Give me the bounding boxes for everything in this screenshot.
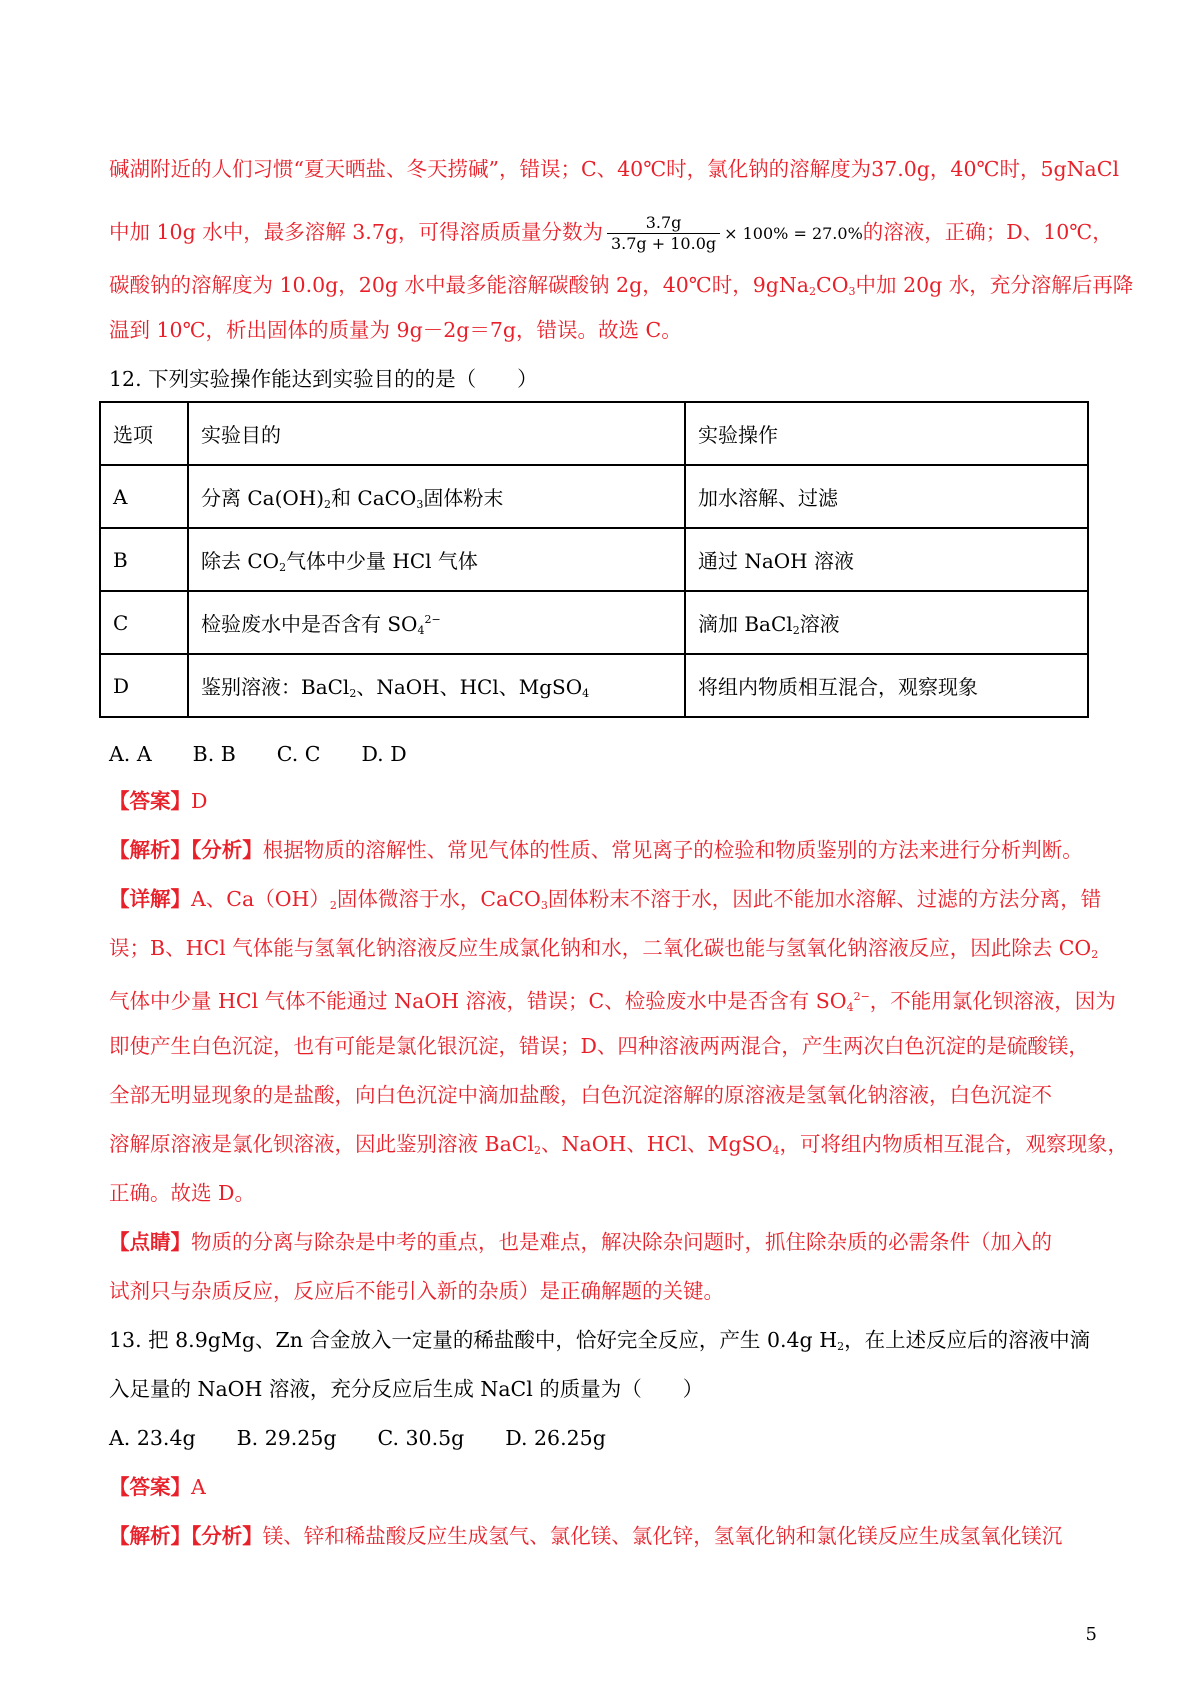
prev-para-line-3-c: 中加 20g 水，充分溶解后再降 <box>855 273 1134 297</box>
analysis-label: 【解析】【分析】 <box>109 838 263 862</box>
subscript: 2 <box>792 624 800 637</box>
subscript: 2 <box>1091 948 1099 961</box>
stem-text: ，在上述反应后的溶液中滴 <box>844 1328 1091 1352</box>
prev-para-line-2-text-a: 中加 10g 水中，最多溶解 3.7g，可得溶质质量分数为 <box>109 220 603 244</box>
detail-text: 、NaOH、HCl、MgSO <box>541 1132 773 1156</box>
table-header-cell: 选项 <box>100 402 188 465</box>
detail-text: A、Ca（OH） <box>191 887 330 911</box>
q12-answer <box>109 787 207 815</box>
q13-stem-line-1 <box>109 1326 1090 1361</box>
cell-text: 除去 CO <box>201 549 280 573</box>
answer-value: A <box>191 1475 206 1499</box>
analysis-text: 镁、锌和稀盐酸反应生成氢气、氯化镁、氯化锌，氢氧化钠和氯化镁反应生成氢氧化镁沉 <box>262 1524 1063 1548</box>
table-cell <box>188 528 685 591</box>
prev-para-line-2-text-b: 的溶液，正确；D、10℃， <box>862 220 1113 244</box>
cell-text: 滴加 BaCl <box>698 612 793 636</box>
subscript: 2 <box>534 1144 542 1157</box>
subscript: 2 <box>279 561 287 574</box>
table-cell: B <box>100 528 188 591</box>
q12-tip-line-2: 试剂只与杂质反应，反应后不能引入新的杂质）是正确解题的关键。 <box>109 1279 724 1303</box>
detail-text: ，可将组内物质相互混合，观察现象， <box>779 1132 1128 1156</box>
subscript: 3 <box>416 498 424 511</box>
prev-para-line-4: 温到 10℃，析出固体的质量为 9g－2g＝7g，错误。故选 C。 <box>109 318 682 342</box>
table-row <box>100 465 1088 528</box>
tip-text: 物质的分离与除杂是中考的重点，也是难点，解决除杂问题时，抓住除杂质的必需条件（加入的 <box>191 1230 1052 1254</box>
q12-detail-line-7: 正确。故选 D。 <box>109 1181 255 1205</box>
subscript: 4 <box>772 1144 780 1157</box>
table-cell <box>685 591 1088 654</box>
q12-choices: A. A B. B C. C D. D <box>109 742 407 766</box>
fraction-rest: × 100% = 27.0% <box>724 224 863 243</box>
detail-label: 【详解】 <box>109 887 191 911</box>
answer-label: 【答案】 <box>109 789 191 813</box>
stem-text: 13. 把 8.9gMg、Zn 合金放入一定量的稀盐酸中，恰好完全反应，产生 0.4g H <box>109 1328 838 1352</box>
q12-stem: 12. 下列实验操作能达到实验目的的是（ ） <box>109 367 538 391</box>
table-cell: 通过 NaOH 溶液 <box>685 528 1088 591</box>
detail-text: 气体中少量 HCl 气体不能通过 NaOH 溶液，错误；C、检验废水中是否含有 SO <box>109 989 847 1013</box>
q12-detail-line-2 <box>109 934 1098 969</box>
q13-analysis <box>109 1522 1062 1550</box>
tip-label: 【点睛】 <box>109 1230 191 1254</box>
subscript: 4 <box>846 1001 854 1014</box>
fraction-numerator: 3.7g <box>607 213 720 234</box>
q12-table <box>99 401 1089 718</box>
prev-para-line-3 <box>109 271 1133 306</box>
subscript: 2 <box>349 687 357 700</box>
q12-detail-line-5: 全部无明显现象的是盐酸，向白色沉淀中滴加盐酸，白色沉淀溶解的原溶液是氢氧化钠溶液，白色沉淀不 <box>109 1083 1052 1107</box>
q12-detail-line-1 <box>109 885 1101 920</box>
q13-choices: A. 23.4g B. 29.25g C. 30.5g D. 26.25g <box>109 1426 606 1450</box>
table-cell: 将组内物质相互混合，观察现象 <box>685 654 1088 717</box>
q13-stem-line-2: 入足量的 NaOH 溶液，充分反应后生成 NaCl 的质量为（ ） <box>109 1377 704 1401</box>
table-header-row <box>100 402 1088 465</box>
detail-text: 固体粉末不溶于水，因此不能加水溶解、过滤的方法分离，错 <box>547 887 1102 911</box>
q13-answer <box>109 1473 206 1501</box>
fraction-denominator: 3.7g + 10.0g <box>610 234 717 253</box>
q12-detail-line-6 <box>109 1130 1128 1165</box>
subscript: 2 <box>329 899 337 912</box>
subscript: 3 <box>540 899 548 912</box>
table-cell: 加水溶解、过滤 <box>685 465 1088 528</box>
subscript: 3 <box>848 285 856 298</box>
detail-text: 溶解原溶液是氯化钡溶液，因此鉴别溶液 BaCl <box>109 1132 535 1156</box>
cell-text: 鉴别溶液：BaCl <box>201 675 350 699</box>
table-header-cell: 实验目的 <box>188 402 685 465</box>
subscript: 2 <box>837 1340 845 1353</box>
subscript: 2 <box>324 498 332 511</box>
superscript: 2− <box>424 613 441 626</box>
fraction <box>607 213 720 254</box>
table-cell <box>188 465 685 528</box>
cell-text: 和 CaCO <box>331 486 417 510</box>
table-row <box>100 591 1088 654</box>
q12-detail-line-4: 即使产生白色沉淀，也有可能是氯化银沉淀，错误；D、四种溶液两两混合，产生两次白色沉淀的是硫酸镁， <box>109 1034 1089 1058</box>
answer-label: 【答案】 <box>109 1475 191 1499</box>
analysis-text: 根据物质的溶解性、常见气体的性质、常见离子的检验和物质鉴别的方法来进行分析判断。 <box>262 838 1083 862</box>
subscript: 4 <box>582 687 590 700</box>
table-row <box>100 654 1088 717</box>
cell-text: 固体粉末 <box>423 486 504 510</box>
detail-text: 误；B、HCl 气体能与氢氧化钠溶液反应生成氯化钠和水，二氧化碳也能与氢氧化钠溶液反应，因此除去 CO <box>109 936 1092 960</box>
q12-detail-line-3 <box>109 983 1116 1022</box>
table-cell <box>188 654 685 717</box>
cell-text: 气体中少量 HCl 气体 <box>286 549 478 573</box>
cell-text: 溶液 <box>799 612 840 636</box>
cell-text: 分离 Ca(OH) <box>201 486 325 510</box>
prev-para-line-3-b: CO <box>816 273 849 297</box>
table-header-cell: 实验操作 <box>685 402 1088 465</box>
subscript: 2 <box>809 285 817 298</box>
table-cell: A <box>100 465 188 528</box>
detail-text: 固体微溶于水，CaCO <box>336 887 541 911</box>
table-row <box>100 528 1088 591</box>
cell-text: 检验废水中是否含有 SO <box>201 612 418 636</box>
table-cell: C <box>100 591 188 654</box>
prev-para-line-2 <box>109 213 1113 254</box>
table-cell <box>188 591 685 654</box>
prev-para-line-1: 碱湖附近的人们习惯“夏天晒盐、冬天捞碱”，错误；C、40℃时，氯化钠的溶解度为37.0g，40℃时，5gNaCl <box>109 157 1120 181</box>
cell-text: 、NaOH、HCl、MgSO <box>356 675 583 699</box>
detail-text: ，不能用氯化钡溶液，因为 <box>869 989 1116 1013</box>
q12-analysis <box>109 836 1083 864</box>
subscript: 4 <box>417 624 425 637</box>
table-cell: D <box>100 654 188 717</box>
q12-tip-line-1 <box>109 1228 1052 1256</box>
analysis-label: 【解析】【分析】 <box>109 1524 263 1548</box>
prev-para-line-3-a: 碳酸钠的溶解度为 10.0g，20g 水中最多能溶解碳酸钠 2g，40℃时，9gNa <box>109 273 810 297</box>
answer-value: D <box>191 789 208 813</box>
superscript: 2− <box>853 990 870 1003</box>
page-number: 5 <box>1085 1624 1097 1645</box>
